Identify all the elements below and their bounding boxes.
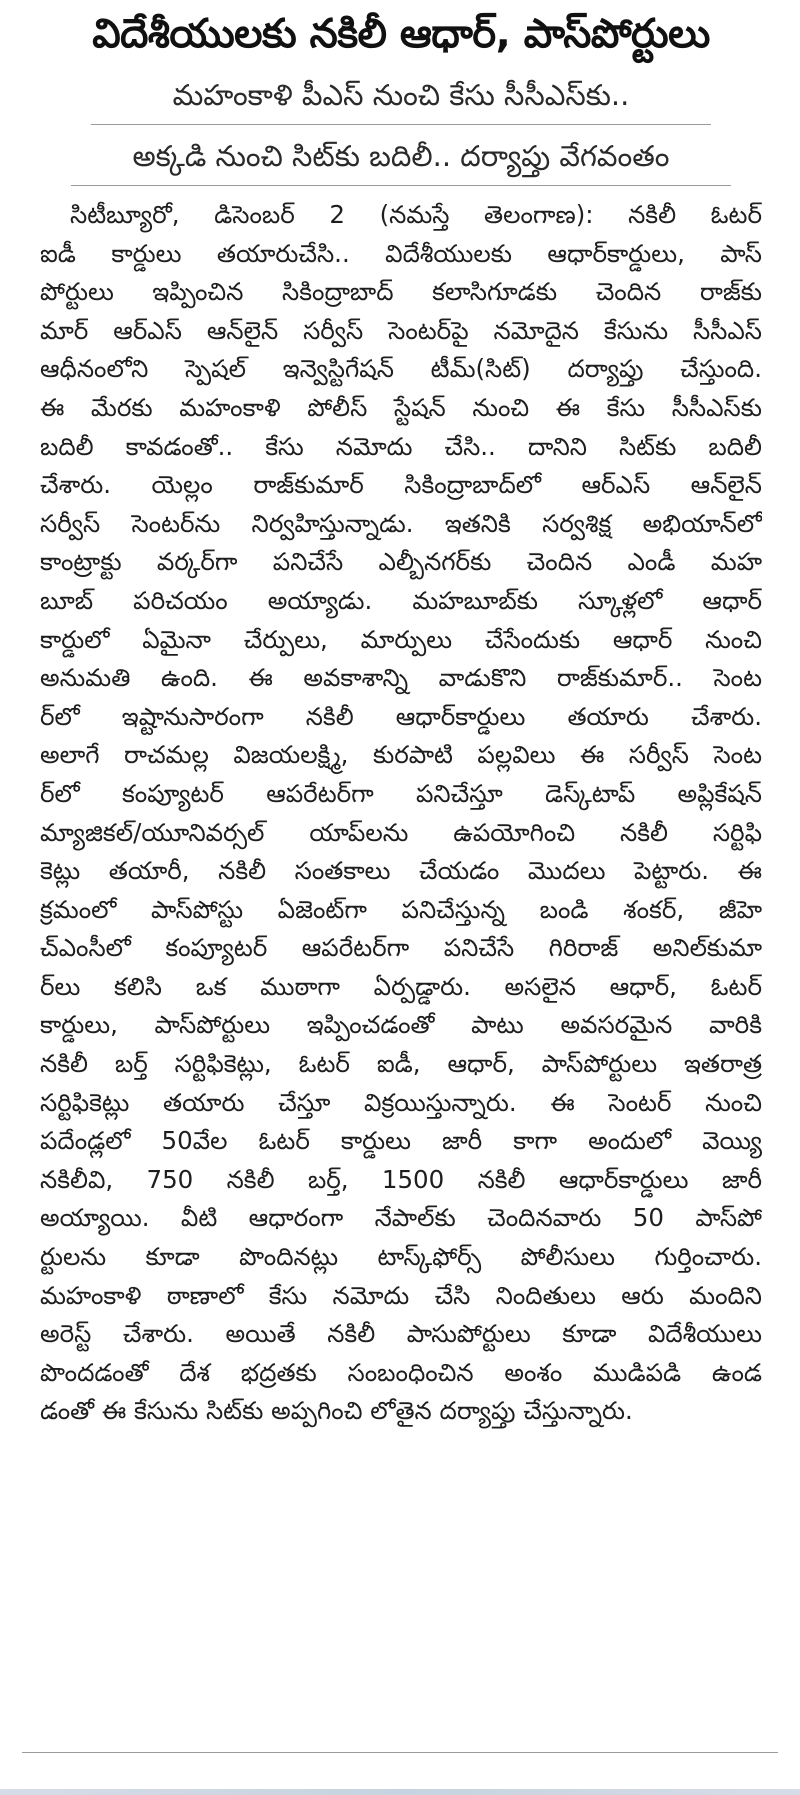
body-line: ర్‌లో కంప్యూటర్ ఆపరేటర్‌గా పనిచేస్తూ డెస్క్‌టాప్ అప్లికేషన్	[40, 778, 762, 808]
body-line: సర్వీస్ సెంటర్‌ను నిర్వహిస్తున్నాడు. ఇతనికి సర్వశిక్ష అభియాన్‌లో	[40, 508, 762, 538]
body-line: ఈ మేరకు మహంకాళి పోలీస్ స్టేషన్ నుంచి ఈ కేసు సీసీఎస్‌కు	[40, 392, 762, 422]
body-line: చ్ఎంసీలో కంప్యూటర్ ఆపరేటర్‌గా పనిచేసే గిరిరాజ్ అనిల్‌కుమా	[40, 933, 762, 963]
body-line: అరెస్ట్ చేశారు. అయితే నకిలీ పాసుపోర్టులు కూడా విదేశీయులు	[40, 1319, 762, 1349]
body-line: బదిలీ కావడంతో.. కేసు నమోదు చేసి.. దానిని సిట్‌కు బదిలీ	[40, 431, 762, 461]
body-line: అయ్యాయి. వీటి ఆధారంగా నేపాల్‌కు చెందినవారు 50 పాస్‌పో	[40, 1203, 762, 1233]
body-line: ర్‌లో ఇష్టానుసారంగా నకిలీ ఆధార్‌కార్డులు తయారు చేశారు.	[40, 701, 762, 731]
body-line: సిటీబ్యూరో, డిసెంబర్ 2 (నమస్తే తెలంగాణ): నకిలీ ఓటర్	[70, 200, 762, 229]
body-line: కార్డులు, పాస్‌పోర్టులు ఇప్పించడంతో పాటు అవసరమైన వారికి	[40, 1010, 762, 1040]
body-line: కెట్లు తయారీ, నకిలీ సంతకాలు చేయడం మొదలు పెట్టారు. ఈ	[40, 856, 762, 886]
body-line: ర్టులను కూడా పొందినట్లు టాస్క్‌ఫోర్స్ పోలీసులు గుర్తించారు.	[40, 1242, 762, 1272]
headline: విదేశీయులకు నకిలీ ఆధార్, పాస్‌పోర్టులు	[92, 11, 710, 57]
subheadline-2: అక్కడి నుంచి సిట్‌కు బదిలీ.. దర్యాప్తు వేగవంతం	[71, 133, 731, 186]
body-line: సర్టిఫికెట్లు తయారు చేస్తూ విక్రయిస్తున్నారు. ఈ సెంటర్ నుంచి	[40, 1087, 762, 1117]
body-line: ఐడీ కార్డులు తయారుచేసి.. విదేశీయులకు ఆధార్‌కార్డులు, పాస్	[40, 238, 762, 268]
body-line: కార్డులో ఏమైనా చేర్పులు, మార్పులు చేసేందుకు ఆధార్ నుంచి	[40, 624, 762, 654]
body-line: నకిలీ బర్త్ సర్టిఫికెట్లు, ఓటర్ ఐడీ, ఆధార్, పాస్‌పోర్టులు ఇతరాత్ర	[40, 1049, 762, 1079]
body-line: పొందడంతో దేశ భద్రతకు సంబంధించిన అంశం ముడిపడి ఉండ	[40, 1357, 762, 1387]
body-line: చేశారు. యెల్లం రాజ్‌కుమార్ సికింద్రాబాద్‌లో ఆర్‌ఎస్ ఆన్‌లైన్	[40, 470, 762, 500]
body-line: పదేండ్లలో 50వేల ఓటర్ కార్డులు జారీ కాగా అందులో వెయ్యి	[40, 1126, 762, 1156]
body-line: మ్యాజికల్/యూనివర్సల్ యాప్‌లను ఉపయోగించి నకిలీ సర్టిఫి	[40, 817, 762, 847]
body-line: నకిలీవి, 750 నకిలీ బర్త్, 1500 నకిలీ ఆధార్‌కార్డులు జారీ	[40, 1164, 762, 1194]
body-line: కాంట్రాక్టు వర్కర్‌గా పనిచేసే ఎల్బీనగర్‌కు చెందిన ఎండీ మహ	[40, 547, 762, 577]
body-line: మార్ ఆర్‌ఎస్ ఆన్‌లైన్ సర్వీస్ సెంటర్‌పై నమోదైన కేసును సీసీఎస్	[40, 315, 762, 345]
body-line: మహంకాళి ఠాణాలో కేసు నమోదు చేసి నిందితులు ఆరు మందిని	[40, 1280, 762, 1310]
body-line: పోర్టులు ఇప్పించిన సికింద్రాబాద్ కలాసిగూడకు చెందిన రాజ్‌కు	[40, 277, 762, 307]
body-line: డంతో ఈ కేసును సిట్‌కు అప్పగించి లోతైన దర్యాప్తు చేస్తున్నారు.	[40, 1396, 633, 1426]
body-line: అలాగే రాచమల్ల విజయలక్ష్మి, కురపాటి పల్లవిలు ఈ సర్వీస్ సెంట	[40, 740, 762, 770]
body-line: ర్‌లు కలిసి ఒక ముఠాగా ఏర్పడ్డారు. అసలైన ఆధార్, ఓటర్	[40, 971, 762, 1001]
body-line: క్రమంలో పాస్‌పోస్టు ఏజెంట్‌గా పనిచేస్తున్న బండి శంకర్, జీహె	[40, 894, 762, 924]
bottom-divider	[22, 1752, 778, 1753]
article-body	[40, 196, 762, 1431]
body-line: ఆధీనంలోని స్పెషల్ ఇన్వెస్టిగేషన్ టీమ్(సిట్) దర్యాప్తు చేస్తుంది.	[40, 354, 762, 384]
bottom-edge-strip	[0, 1789, 800, 1795]
body-line: బూబ్ పరిచయం అయ్యాడు. మహబూబ్‌కు స్కూళ్లలో ఆధార్	[40, 585, 762, 615]
body-line: అనుమతి ఉంది. ఈ అవకాశాన్ని వాడుకొని రాజ్‌కుమార్.. సెంట	[40, 663, 762, 693]
subheadline-1: మహంకాళి పీఎస్ నుంచి కేసు సీసీఎస్‌కు..	[91, 72, 711, 125]
